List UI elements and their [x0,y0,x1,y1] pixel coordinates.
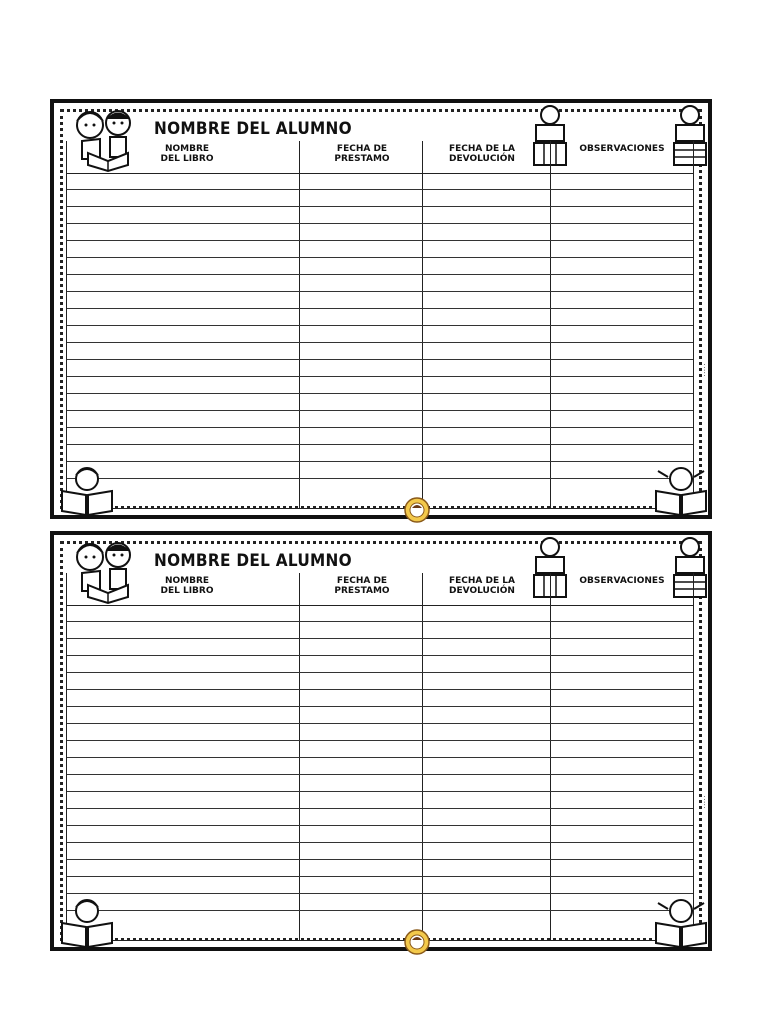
table-row [67,462,693,479]
table-row [67,326,693,343]
table-row [67,605,693,622]
credit-text: ····· [701,795,709,809]
table-row [67,224,693,241]
table-header [67,141,693,174]
table-rows [67,605,693,940]
table-header [67,573,693,606]
column-header-loan-date: FECHA DE PRESTAMO [334,144,390,164]
table-row [67,309,693,326]
table-row [67,190,693,207]
column-header-observations: OBSERVACIONES [579,144,665,154]
library-card-2 [50,531,712,951]
table-row [67,445,693,462]
table-row [67,173,693,190]
table-row [67,360,693,377]
table-rows [67,173,693,508]
table-row [67,622,693,639]
table-row [67,707,693,724]
column-header-return-date: FECHA DE LA DEVOLUCIÓN [449,144,515,164]
table-row [67,673,693,690]
table-row [67,775,693,792]
table-row [67,394,693,411]
library-card-1 [50,99,712,519]
table-row [67,843,693,860]
student-name-title: NOMBRE DEL ALUMNO [154,119,352,139]
column-header-book-name: NOMBRE DEL LIBRO [160,144,214,164]
child-holding-book-icon [650,897,712,949]
student-name-title: NOMBRE DEL ALUMNO [154,551,352,571]
table-row [67,758,693,775]
table-row [67,377,693,394]
table-row [67,792,693,809]
table-row [67,639,693,656]
column-header-book-name: NOMBRE DEL LIBRO [160,576,214,596]
table-row [67,877,693,894]
table-row [67,911,693,928]
table-row [67,809,693,826]
column-header-return-date: FECHA DE LA DEVOLUCIÓN [449,576,515,596]
table-row [67,241,693,258]
loan-table [66,141,694,509]
logo-seal-icon [404,929,430,955]
table-row [67,275,693,292]
table-row [67,690,693,707]
table-row [67,656,693,673]
child-holding-book-icon [56,897,118,949]
loan-table [66,573,694,941]
table-row [67,207,693,224]
credit-text: ····· [701,363,709,377]
table-row [67,428,693,445]
table-row [67,258,693,275]
table-row [67,292,693,309]
column-header-loan-date: FECHA DE PRESTAMO [334,576,390,596]
logo-seal-icon [404,497,430,523]
table-row [67,741,693,758]
table-row [67,724,693,741]
column-header-observations: OBSERVACIONES [579,576,665,586]
table-row [67,343,693,360]
table-row [67,411,693,428]
table-row [67,826,693,843]
table-row [67,860,693,877]
table-row [67,479,693,496]
child-holding-book-icon [650,465,712,517]
child-holding-book-icon [56,465,118,517]
table-row [67,894,693,911]
